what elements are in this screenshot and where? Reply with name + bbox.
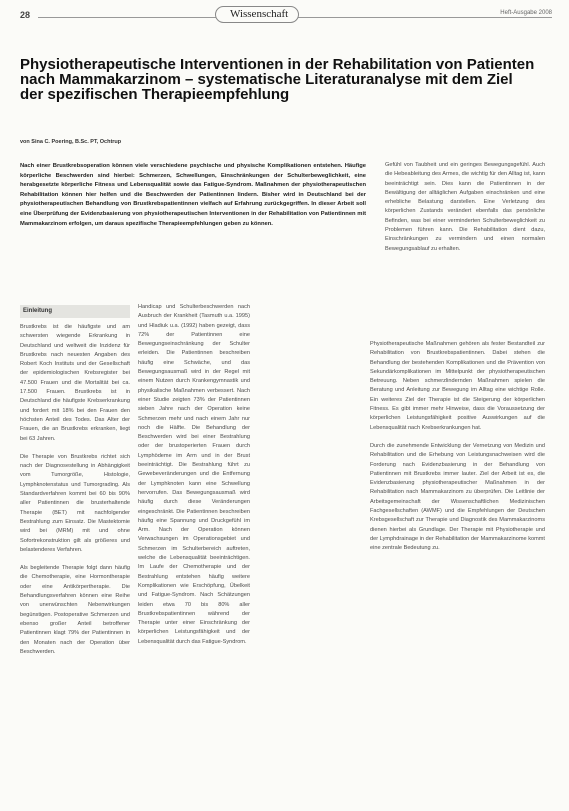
article-abstract: Nach einer Brustkrebsoperation können viele verschiedene psychische und physische Komplikationen entstehen. Häufige körperliche Beschwerden sind hierbei: Schmerzen, Schwellungen, Einschränkungen der Schulterbeweglichkeit, eine herabgesetzte körperliche Fitness und Lebensqualität sowie das Fatigue-Syndrom. Maßnahmen der physiotherapeutischen Rehabilitation können hier helfen und die Beschwerden der Patientinnen lindern. Bisher wird in Deutschland bei der physiotherapeutischen Behandlung von Brustkrebspatientinnen vielfach auf Erfahrung zurückgegriffen. In dieser Arbeit soll eine Überprüfung der Evidenzbasierung von physiotherapeutischen Interventionen in der Rehabilitation von Patientinnen mit Mammakarzinom erfolgen, um daraus spezifische Therapieempfehlungen geben zu können.: [20, 163, 366, 227]
section-heading-einleitung: Einleitung: [20, 305, 130, 318]
paragraph: Brustkrebs ist die häufigste und am schwersten wiegende Erkrankung in Deutschland und weltweit die Inzidenz für Brustkrebs nach neuesten Angaben des Robert Koch Instituts und der Gesellschaft der epidemiologischen Krebsregister bei 47.500 Frauen und die Mortalität bei ca. 17.500 Frauen. Brustkrebs ist in Deutschland die häufigste Krebserkrankung und fordert mit 18% bei den Frauen den höchsten Anteil des Todes. Das Alter der Frauen, die an Brustkrebs erkranken, liegt bei 63 Jahren.: [20, 324, 130, 442]
paragraph: Physiotherapeutische Maßnahmen gehören als fester Bestandteil zur Rehabilitation von Brustkrebspatientinnen. Dabei stehen die Behandlung der bestehenden Komplikationen und die Prävention von Sekundärkomplikationen im Mittelpunkt der physiotherapeutischen Betreuung. Neben schmerzlindernden Maßnahmen spielen die Beratung und Anleitung zur Bewegung im Alltag eine wichtige Rolle. Ein weiteres Ziel der Therapie ist die Steigerung der körperlichen Fitness. Es gibt immer mehr Hinweise, dass die Voraussetzung der körperlichen Leistungsfähigkeit positive Auswirkungen auf die Lebensqualität nach Krebserkrankungen hat.: [370, 341, 545, 431]
body-column-1: [20, 323, 130, 666]
article-title: Physiotherapeutische Interventionen in der Rehabilitation von Patienten nach Mammakarzinom – systematische Literaturanalyse mit dem Ziel der spezifischen Therapieempfehlung: [20, 56, 535, 103]
paragraph: Die Therapie von Brustkrebs richtet sich nach der Diagnosestellung in Abhängigkeit vom Tumorgröße, Histologie, Lymphknotenstatus und Tumorgrading. Als Standardverfahren kommt bei 60 bis 90% aller Patientinnen die brusterhaltende Therapie (BET) mit nachfolgender Bestrahlung zum Einsatz. Die Mastektomie wird bei (MRM) mit und ohne Sofortrekonstruktion gilt als größeres und belastenderes Verfahren.: [20, 453, 130, 553]
paragraph: Als begleitende Therapie folgt dann häufig die Chemotherapie, eine Hormontherapie oder eine Antikörpertherapie. Die Behandlungsverfahren können eine Reihe von unerwünschten Nebenwirkungen begünstigen. Postoperative Schmerzen und ebenso großer Anteil betroffener Patientinnen klagt 79% der Patientinnen in den Monaten nach der Operation über Beschwerden.: [20, 565, 130, 655]
section-label: Wissenschaft: [215, 6, 299, 23]
paragraph: Handicap und Schulterbeschwerden nach Ausbruch der Krankheit (Tasmuth u.a. 1995) und Hladiuk u.a. (1992) haben gezeigt, dass 72% der Patientinnen eine Bewegungseinschränkung der Schulter erleiden. Die Patientinnen beschreiben häufig eine Schwäche, und das Bewegungsausmaß wird in der Regel mit einem Nutzen durch Krankengymnastik und physikalische Maßnahmen verbessert. Nach einer Studie zeigten 73% der Patientinnen sieben Jahre nach der Operation keine Schmerzen mehr und nach einem Jahr nur noch die Hälfte. Die Behandlung der Beschwerden wird bei einer Bestrahlung oder der brustoperierten Frauen durch Lymphödeme im Arm und in der Brust beeinträchtigt. Die Bestrahlung führt zu Gewebeveränderungen und die Entfernung der Lymphknoten kann eine Schwellung hervorrufen. Das Bewegungsausmaß wird häufig durch diese Veränderungen eingeschränkt. Die Patientinnen beschreiben häufig eine Spannung und Druckgefühl im Arm. Nach der Operation können Verwachsungen im Operationsgebiet und Schmerzen im Schulterbereich auftreten, welche die Lebensqualität beeinträchtigen. Im Laufe der Chemotherapie und der Bestrahlung entstehen häufig weitere Komplikationen wie Erschöpfung, Übelkeit und Fatigue-Syndrom. Nach Schätzungen leiden etwa 70 bis 80% aller Brustkrebspatientinnen während der Therapie unter einer Einschränkung der körperlichen Leistungsfähigkeit und der Lebensqualität durch das Fatigue-Syndrom.: [138, 304, 250, 645]
right-column: [385, 161, 545, 263]
right-column-paragraph: Gefühl von Taubheit und ein geringes Bewegungsgefühl. Auch die Hebeableitung des Armes, die wichtig für den Alltag ist, kann beeinträchtigt sein. Dies kann die Patientinnen in der Bewältigung der alltäglichen Aufgaben einschränken und eine erhebliche Belastung darstellen. Eine Verletzung des körperlichen Zustands verändert ebenfalls das persönliche Befinden, was bei einer verminderten Schulterbeweglichkeit zu Problemen führen kann. Die Rehabilitation dient dazu, Einschränkungen zu vermindern und einen normalen Bewegungsablauf zu erhalten.: [385, 162, 545, 252]
article-author: von Sina C. Poering, B.Sc. PT, Ochtrup: [20, 139, 122, 145]
page-header: [20, 8, 552, 24]
body-column-3: [370, 340, 545, 563]
paragraph: Durch die zunehmende Entwicklung der Vernetzung von Medizin und Rehabilitation und die Erhebung von Leistungsnachweisen wird die Forderung nach Evidenzbasierung in der Behandlung von Patientinnen mit Brustkrebs immer lauter. Ziel der Arbeit ist es, die Evidenzbasierung physiotherapeutischer Maßnahmen in der Rehabilitation nach Mammakarzinom zu überprüfen. Die Leitlinie der Arbeitsgemeinschaft der Wissenschaftlichen Medizinischen Fachgesellschaften (AWMF) und die Empfehlungen der Deutschen Krebsgesellschaft zur Therapie und Diagnostik des Mammakarzinoms dienen hierbei als Grundlage. Der Therapie mit Physiotherapie und der Lymphdrainage in der Rehabilitation der Mammakarzinome kommt eine zentrale Bedeutung zu.: [370, 442, 545, 552]
page-number: 28: [20, 10, 31, 20]
body-column-2: [138, 303, 250, 656]
issue-label: Heft-Ausgabe 2008: [497, 10, 552, 16]
